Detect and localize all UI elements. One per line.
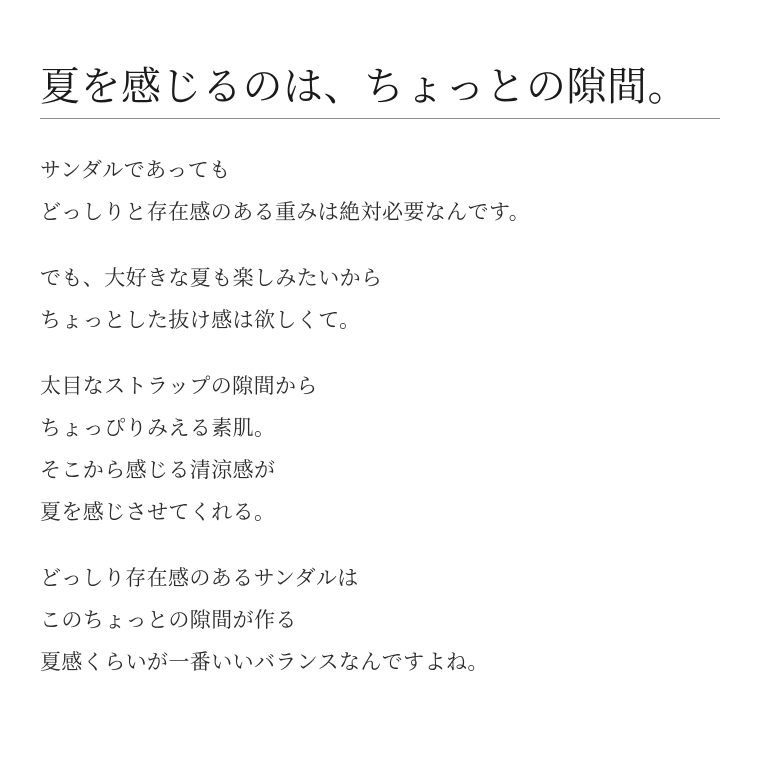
paragraph	[40, 258, 730, 342]
text-line: でも、大好きな夏も楽しみたいから	[40, 267, 383, 290]
text-line: 太目なストラップの隙間から	[40, 375, 318, 398]
text-line: サンダルであっても	[40, 159, 231, 182]
text-line: ちょっぴりみえる素肌。	[40, 417, 276, 440]
text-line: そこから感じる清涼感が	[40, 459, 276, 482]
paragraph	[40, 558, 730, 684]
paragraph	[40, 150, 730, 234]
text-line: どっしりと存在感のある重みは絶対必要なんです。	[40, 201, 531, 224]
text-line: ちょっとした抜け感は欲しくて。	[40, 309, 361, 332]
text-line: 夏感くらいが一番いいバランスなんですよね。	[40, 651, 489, 674]
text-line: このちょっとの隙間が作る	[40, 609, 297, 632]
body-copy	[40, 150, 730, 684]
title-divider	[40, 118, 720, 119]
page-title: 夏を感じるのは、ちょっとの隙間。	[40, 63, 688, 109]
paragraph	[40, 366, 730, 534]
text-line: どっしり存在感のあるサンダルは	[40, 567, 359, 590]
text-line: 夏を感じさせてくれる。	[40, 501, 276, 524]
